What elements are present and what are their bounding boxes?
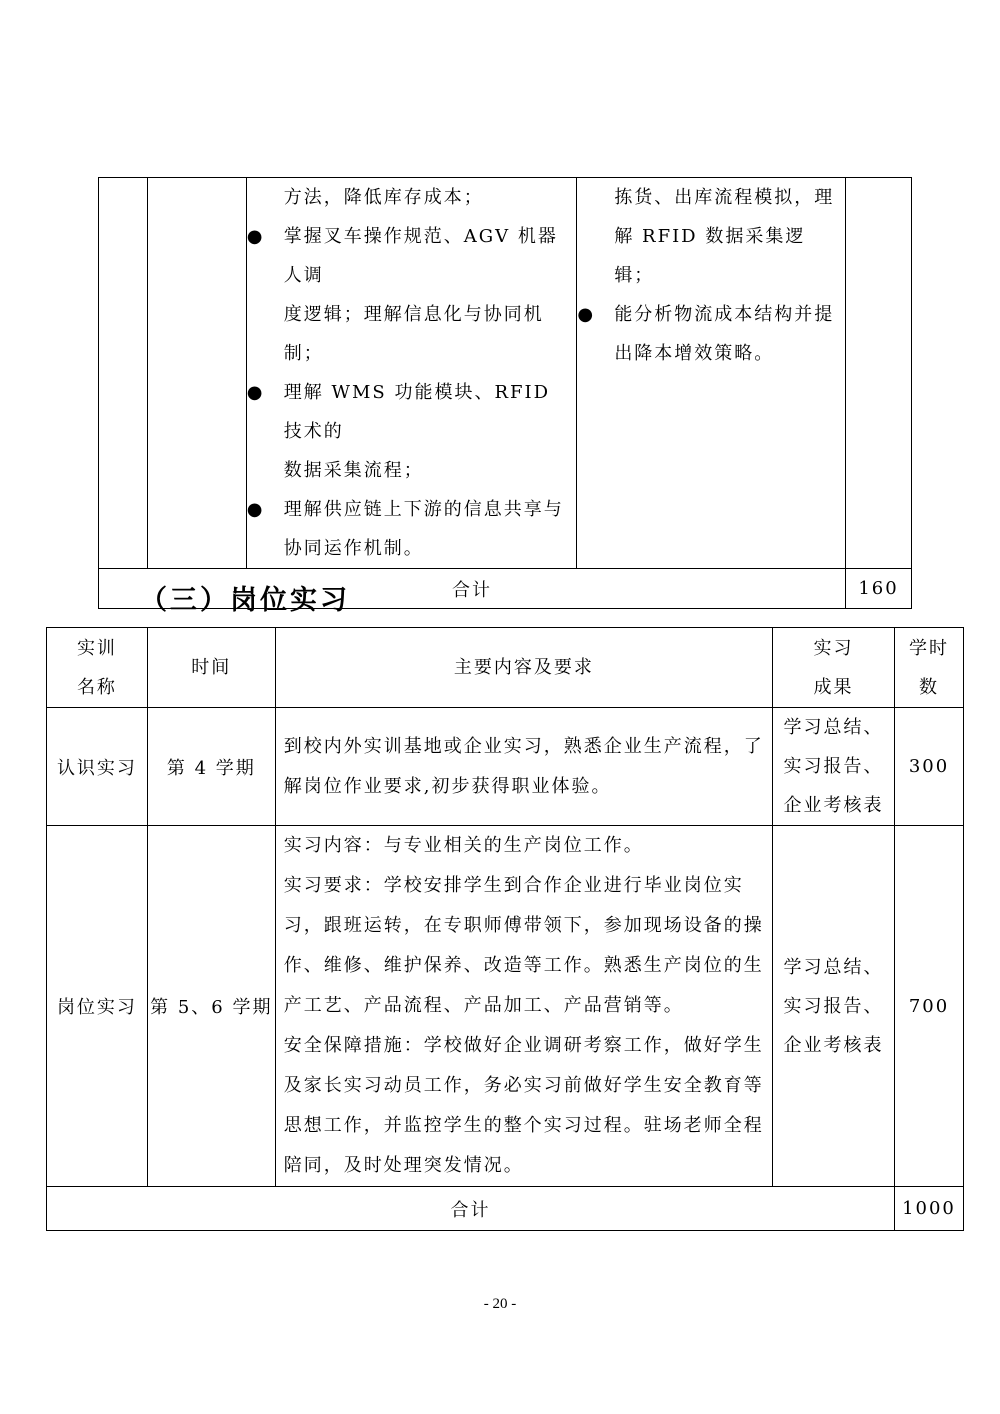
empty-cell xyxy=(846,178,912,569)
skill-line: 出降本增效策略。 xyxy=(614,343,775,364)
bullet-icon: ● xyxy=(246,499,265,520)
content-paragraph: 实习要求：学校安排学生到合作企业进行毕业岗位实习，跟班运转，在专职师傅带领下，参加现场设备的操作、维修、维护保养、改造等工作。熟悉生产岗位的生产工艺、产品流程、产品加工、产品营销等。 xyxy=(283,875,764,1016)
objective-line: 掌握叉车操作规范、AGV 机器人调 xyxy=(283,226,558,286)
table-row xyxy=(47,708,964,826)
row-content xyxy=(275,826,772,1187)
bullet-icon: ● xyxy=(577,304,596,325)
continued-course-table xyxy=(98,177,912,609)
objective-line: 数据采集流程； xyxy=(283,460,424,481)
page-number: - 20 - xyxy=(483,1296,517,1312)
header-name: 实训 名称 xyxy=(47,628,148,708)
internship-table xyxy=(46,627,964,1231)
header-result: 实习 成果 xyxy=(773,628,895,708)
total-row xyxy=(47,1187,964,1231)
table-row xyxy=(47,826,964,1187)
objective-line: 协同运作机制。 xyxy=(283,538,424,559)
content-paragraph: 实习内容：与专业相关的生产岗位工作。 xyxy=(283,835,644,856)
table-row xyxy=(99,178,912,569)
row-name: 岗位实习 xyxy=(47,826,148,1187)
objectives-cell xyxy=(246,178,577,569)
row-content: 到校内外实训基地或企业实习，熟悉企业生产流程，了解岗位作业要求,初步获得职业体验。 xyxy=(275,708,772,826)
row-result: 学习总结、 实习报告、 企业考核表 xyxy=(773,826,895,1187)
row-time: 第 5、6 学期 xyxy=(147,826,275,1187)
empty-cell xyxy=(99,178,148,569)
bullet-icon: ● xyxy=(246,226,265,247)
header-hours: 学时 数 xyxy=(894,628,963,708)
row-name: 认识实习 xyxy=(47,708,148,826)
objective-line: 理解供应链上下游的信息共享与 xyxy=(283,499,564,520)
row-result: 学习总结、 实习报告、 企业考核表 xyxy=(773,708,895,826)
section-heading: （三）岗位实习 xyxy=(140,585,350,616)
header-content: 主要内容及要求 xyxy=(275,628,772,708)
total-value: 1000 xyxy=(894,1187,963,1231)
row-hours: 700 xyxy=(894,826,963,1187)
row-hours: 300 xyxy=(894,708,963,826)
skill-line: 解 RFID 数据采集逻辑； xyxy=(614,226,806,286)
empty-cell xyxy=(147,178,246,569)
header-row xyxy=(47,628,964,708)
total-label: 合计 xyxy=(47,1187,895,1231)
skill-line: 拣货、出库流程模拟，理 xyxy=(614,187,835,208)
bullet-icon: ● xyxy=(246,382,265,403)
header-time: 时间 xyxy=(147,628,275,708)
skills-cell xyxy=(577,178,846,569)
skill-line: 能分析物流成本结构并提 xyxy=(614,304,835,325)
content-paragraph: 安全保障措施：学校做好企业调研考察工作，做好学生及家长实习动员工作，务必实习前做好学生安全教育等思想工作，并监控学生的整个实习过程。驻场老师全程陪同，及时处理突发情况。 xyxy=(283,1035,764,1176)
objective-line: 方法，降低库存成本； xyxy=(283,187,484,208)
total-value: 160 xyxy=(846,569,912,609)
objective-line: 度逻辑；理解信息化与协同机制； xyxy=(283,304,544,364)
row-time: 第 4 学期 xyxy=(147,708,275,826)
objective-line: 理解 WMS 功能模块、RFID 技术的 xyxy=(283,382,551,442)
total-label: 合计 xyxy=(99,569,846,609)
